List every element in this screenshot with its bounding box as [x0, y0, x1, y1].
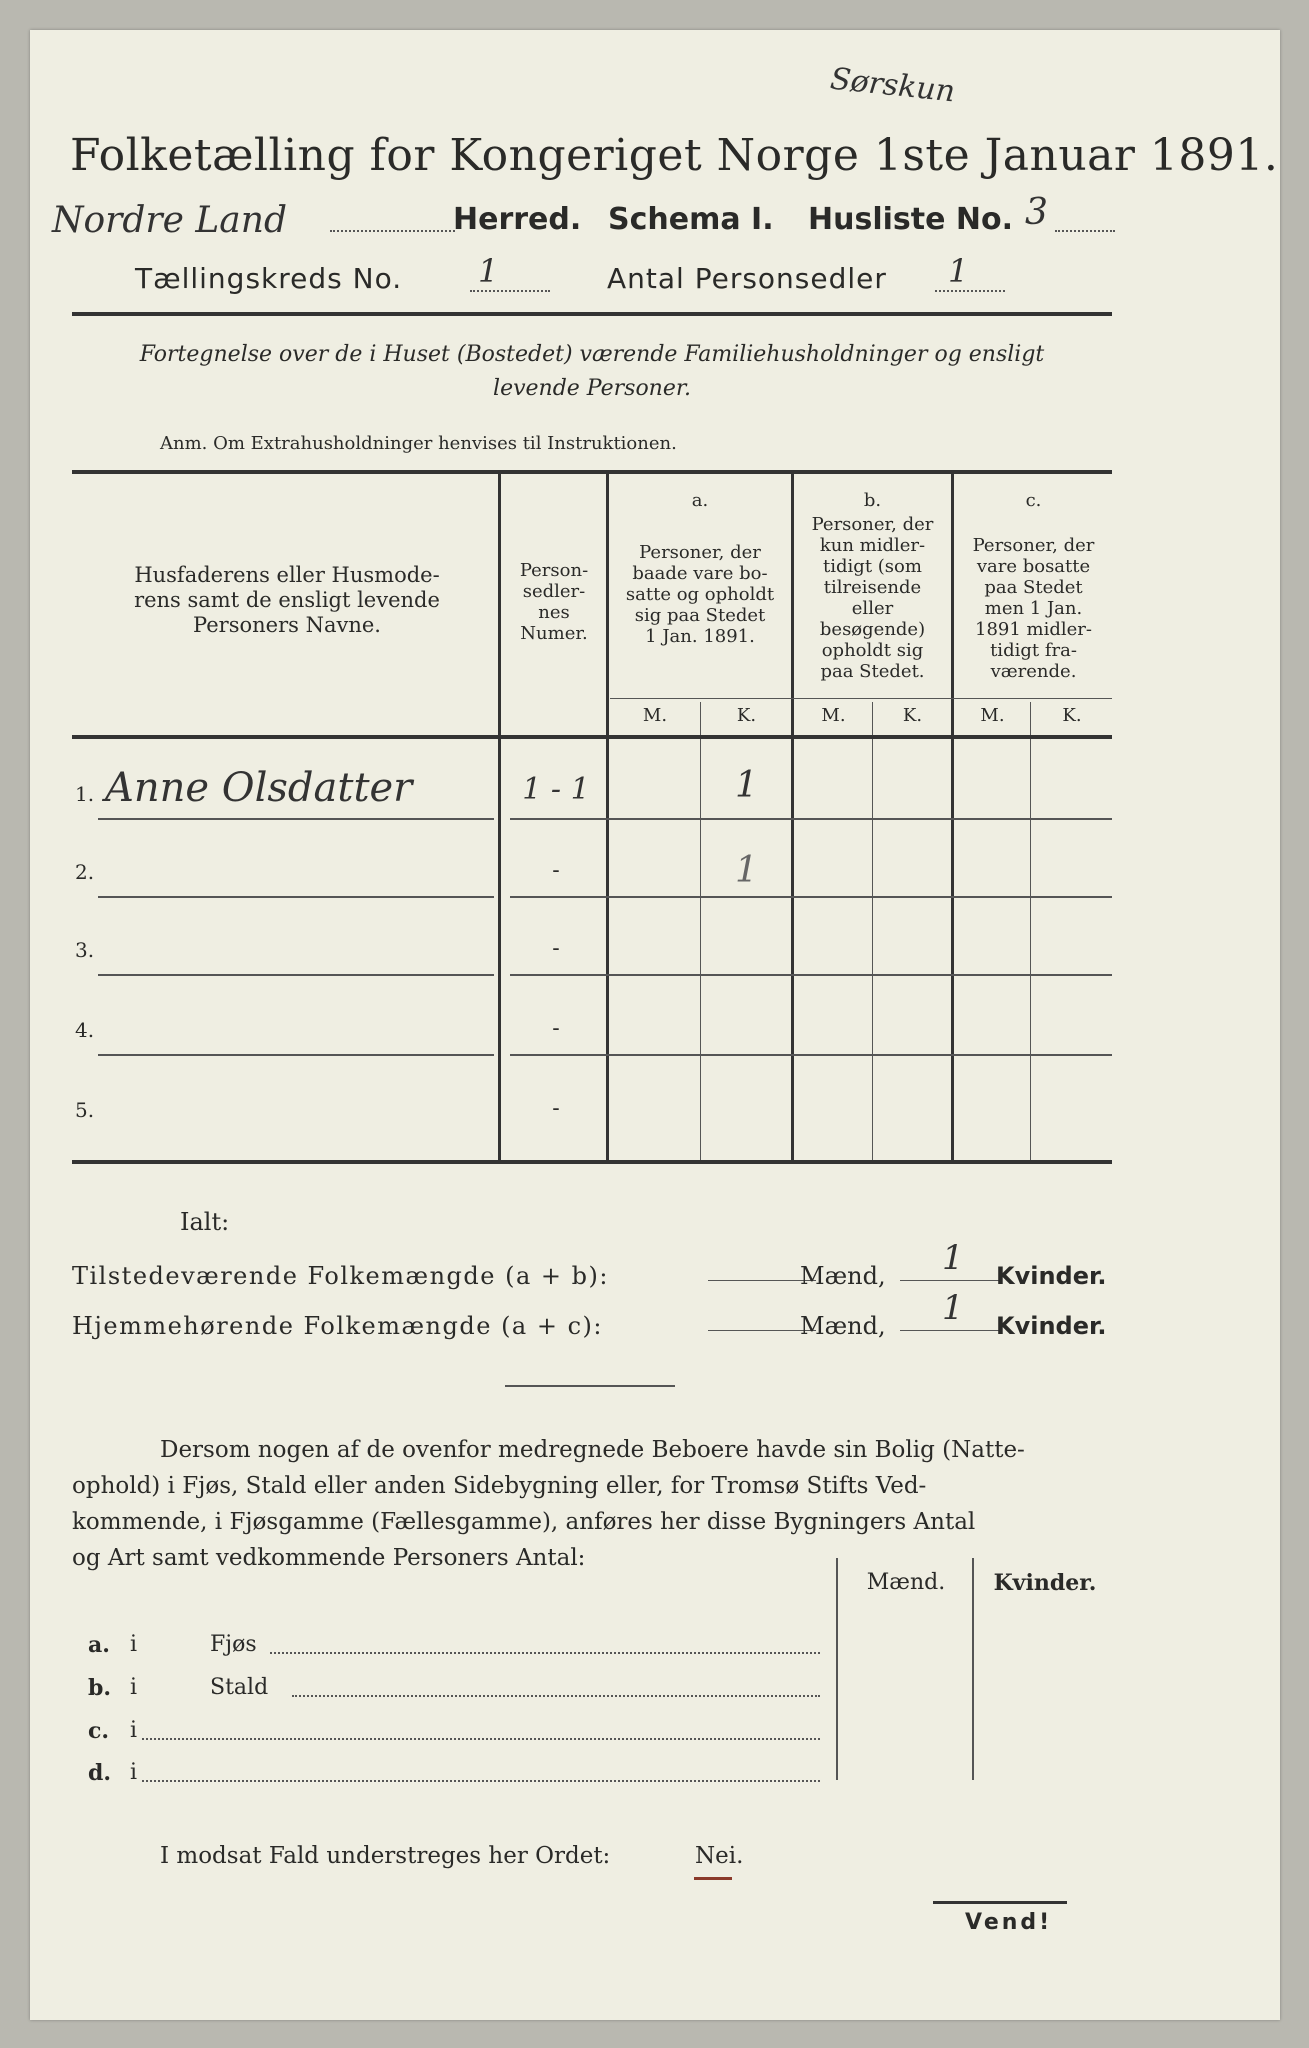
row-line	[510, 818, 1112, 820]
nei-underline	[694, 1877, 732, 1880]
row-line	[510, 1054, 1112, 1056]
building-letter: d.	[88, 1760, 112, 1786]
col-num-header: Person- sedler- nes Numer.	[519, 560, 589, 644]
hjemme-label: Hjemmehørende Folkemængde (a + c):	[72, 1312, 603, 1340]
tilstede-kvinder-value: 1	[942, 1238, 964, 1278]
row-line	[98, 974, 494, 976]
hjemme-kvinder-label: Kvinder.	[996, 1312, 1107, 1340]
buildings-maend-header: Mænd.	[866, 1570, 946, 1595]
table-top-rule	[72, 470, 1112, 474]
row-line	[98, 818, 494, 820]
col-c-header: Personer, der vare bosatte paa Stedet men 1 Jan. 1891 midler- tidigt fra- værende.	[972, 535, 1095, 682]
person-number: -	[552, 1016, 560, 1041]
intro-line1: Fortegnelse over de i Huset (Bostedet) værende Familiehusholdninger og ensligt	[139, 342, 1045, 367]
kreds-dots	[470, 290, 550, 292]
building-dots	[292, 1695, 820, 1697]
building-dots	[270, 1652, 820, 1654]
form-title: Folketælling for Kongeriget Norge 1ste Januar 1891.	[70, 130, 1279, 181]
building-prefix: i	[130, 1760, 138, 1785]
b-m-label: M.	[821, 705, 846, 726]
corner-note: Sørskun	[828, 61, 957, 110]
buildings-kvinder-header: Kvinder.	[993, 1570, 1097, 1596]
separator-rule	[505, 1385, 675, 1387]
a-k-value: 1	[735, 765, 758, 806]
building-dots	[142, 1738, 820, 1740]
tilstede-kvinder-line	[900, 1280, 1000, 1281]
row-number: 4.	[75, 1018, 95, 1042]
building-prefix: i	[130, 1675, 138, 1700]
divider-a-mk	[700, 702, 701, 1163]
row-line	[98, 1054, 494, 1056]
intro-line2: levende Personer.	[493, 376, 691, 401]
herred-label: Herred.	[453, 202, 582, 237]
row-line	[98, 896, 494, 898]
mk-top-line	[610, 698, 1112, 699]
personsedler-label: Antal Personsedler	[607, 262, 887, 295]
table-header-rule	[72, 735, 1112, 739]
husliste-label: Husliste No.	[808, 202, 1013, 237]
building-letter: a.	[88, 1632, 110, 1658]
c-m-label: M.	[980, 705, 1005, 726]
building-label: Stald	[210, 1675, 269, 1700]
divider-b-mk	[872, 702, 873, 1163]
col-a-header: Personer, der baade vare bo- satte og opholdt sig paa Stedet 1 Jan. 1891.	[625, 542, 775, 647]
vend-rule	[933, 1901, 1067, 1904]
table-bottom-rule	[72, 1160, 1112, 1164]
row-number: 2.	[75, 860, 95, 884]
header-rule	[72, 312, 1112, 316]
col-b-header: Personer, der kun midler- tidigt (som tilreisende eller besøgende) opholdt sig paa Stedet.	[811, 514, 934, 682]
a-k-value: 1	[735, 850, 758, 891]
hjemme-maend-label: Mænd,	[800, 1312, 886, 1340]
hjemme-kvinder-value: 1	[942, 1288, 964, 1328]
kreds-label: Tællingskreds No.	[135, 262, 403, 295]
schema-label: Schema I.	[608, 202, 774, 237]
building-prefix: i	[130, 1718, 138, 1743]
tilstede-label: Tilstedeværende Folkemængde (a + b):	[72, 1262, 609, 1290]
person-number: -	[552, 858, 560, 883]
col-name-header: Husfaderens eller Husmode- rens samt de ensligt levende Personers Navne.	[134, 563, 440, 637]
personsedler-dots	[935, 290, 1005, 292]
buildings-divider-1	[836, 1558, 838, 1780]
building-dots	[142, 1780, 820, 1782]
husliste-value: 3	[1025, 192, 1048, 233]
building-label: Fjøs	[210, 1632, 257, 1657]
nei-word: Nei.	[695, 1843, 744, 1869]
col-c-letter: c.	[1025, 490, 1042, 511]
building-letter: c.	[88, 1718, 110, 1744]
person-number: -	[552, 936, 560, 961]
census-form-sheet	[30, 30, 1280, 2020]
person-name: Anne Olsdatter	[105, 765, 413, 811]
divider-c-mk	[1030, 702, 1031, 1163]
tilstede-maend-label: Mænd,	[800, 1262, 886, 1290]
tilstede-kvinder-label: Kvinder.	[996, 1262, 1107, 1290]
a-k-label: K.	[736, 705, 757, 726]
husliste-dots	[1055, 230, 1115, 232]
person-number: -	[552, 1096, 560, 1121]
nei-line-label: I modsat Fald understreges her Ordet:	[160, 1843, 611, 1869]
building-letter: b.	[88, 1675, 112, 1701]
kreds-value: 1	[478, 252, 499, 290]
hjemme-kvinder-line	[900, 1330, 1000, 1331]
row-number: 5.	[75, 1098, 95, 1122]
herred-dots	[330, 230, 455, 232]
divider-name-num	[498, 473, 501, 1163]
c-k-label: K.	[1062, 705, 1082, 726]
row-line	[510, 974, 1112, 976]
anm-note: Anm. Om Extrahusholdninger henvises til Instruktionen.	[160, 433, 677, 454]
b-k-label: K.	[902, 705, 923, 726]
vend-label: Vend!	[965, 1910, 1053, 1935]
building-prefix: i	[130, 1632, 138, 1657]
person-number: 1 - 1	[522, 772, 590, 807]
ialt-label: Ialt:	[180, 1208, 230, 1236]
personsedler-value: 1	[948, 252, 969, 290]
buildings-divider-2	[972, 1558, 974, 1780]
col-b-letter: b.	[863, 490, 882, 511]
col-a-letter: a.	[691, 490, 709, 511]
buildings-paragraph: Dersom nogen af de ovenfor medregnede Beboere havde sin Bolig (Natte- ophold) i Fjøs, Stald eller anden Sidebygning eller, for Tromsø Stifts Ved- kommende, i Fjøsgamme (Fællesgamme), anføres her disse Bygningers Antal og Art samt vedkommende Personers Antal:	[72, 1437, 1025, 1571]
a-m-label: M.	[642, 705, 668, 726]
row-number: 3.	[75, 938, 95, 962]
herred-value: Nordre Land	[52, 200, 287, 241]
row-number: 1.	[75, 782, 95, 806]
row-line	[510, 896, 1112, 898]
